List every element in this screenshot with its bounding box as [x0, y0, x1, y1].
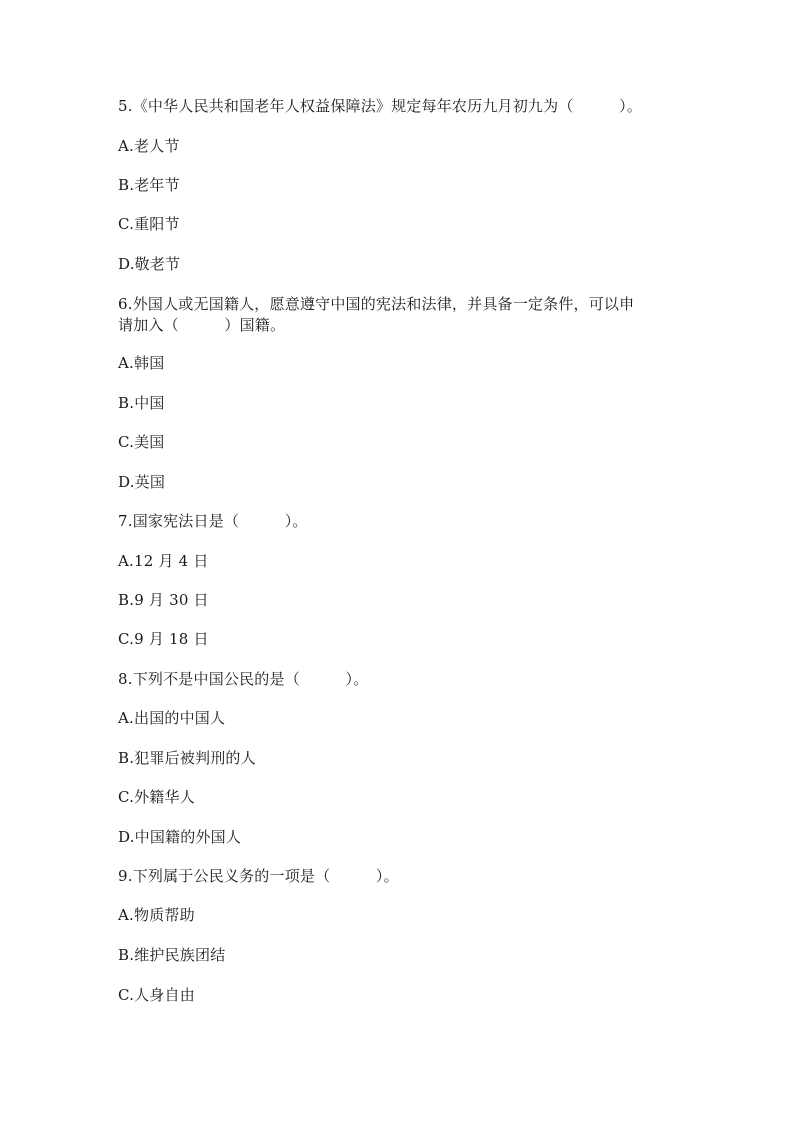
- question-7-option-a: A.12 月 4 日: [118, 552, 209, 570]
- question-9-option-a: A.物质帮助: [118, 906, 195, 924]
- question-8-option-b: B.犯罪后被判刑的人: [118, 749, 256, 767]
- question-5-stem: 5.《中华人民共和国老年人权益保障法》规定每年农历九月初九为（ ）。: [118, 97, 643, 115]
- question-8-option-c: C.外籍华人: [118, 788, 195, 806]
- question-6-stem-line-1: 6.外国人或无国籍人，愿意遵守中国的宪法和法律，并具备一定条件，可以申: [118, 295, 635, 313]
- question-9-option-c: C.人身自由: [118, 986, 195, 1004]
- question-9-stem: 9.下列属于公民义务的一项是（ ）。: [118, 867, 399, 885]
- question-8-option-d: D.中国籍的外国人: [118, 828, 242, 846]
- question-5-option-c: C.重阳节: [118, 215, 180, 233]
- question-8-option-a: A.出国的中国人: [118, 709, 226, 727]
- question-6-option-b: B.中国: [118, 394, 165, 412]
- question-8-stem: 8.下列不是中国公民的是（ ）。: [118, 670, 369, 688]
- question-9-option-b: B.维护民族团结: [118, 946, 226, 964]
- question-7-option-b: B.9 月 30 日: [118, 591, 209, 609]
- question-7-stem: 7.国家宪法日是（ ）。: [118, 512, 308, 530]
- question-6-option-a: A.韩国: [118, 354, 165, 372]
- question-6-stem-line-2: 请加入（ ）国籍。: [118, 316, 286, 334]
- question-6-option-c: C.美国: [118, 433, 165, 451]
- question-7-option-c: C.9 月 18 日: [118, 630, 209, 648]
- question-6-option-d: D.英国: [118, 473, 166, 491]
- question-5-option-b: B.老年节: [118, 176, 180, 194]
- question-5-option-a: A.老人节: [118, 137, 180, 155]
- question-5-option-d: D.敬老节: [118, 255, 181, 273]
